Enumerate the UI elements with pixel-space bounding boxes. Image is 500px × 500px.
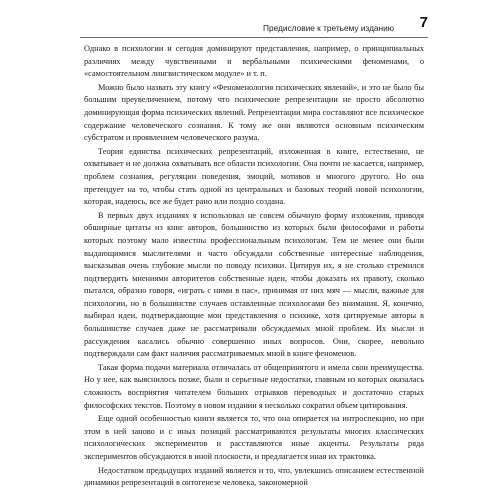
- header-rule: [80, 37, 428, 38]
- running-title: Предисловие к третьему изданию: [263, 23, 394, 33]
- paragraph: Можно было назвать эту книгу «Феноменология психических явлений», и это не было бы большим преувеличением, потому что психические репрезентации не просто абсолютно доминирующая форма психических явлений. Репрезентации мира составляют все психическое содержание человеческого сознания. К тому же они являются основным психическим субстратом и проявлением человеческого разума.: [84, 82, 424, 143]
- paragraph: В первых двух изданиях я использовал не совсем обычную форму изложения, приводя обширные цитаты из книг авторов, большинство из которых были философами и работы которых поэтому мало известны профессиональным психологам. Тем не менее они были выдающимися мыслителями и часто обсуждали собственные интересные наблюдения, высказывая очень глубокие мысли по поводу психики. Цитируя их, я не столько стремился подтвердить мнениями авторитетов собственные идеи, чтобы доказать их правоту, сколько пытался, образно говоря, «играть с ними в пас», принимая от них мяч — мысли, важные для психологии, но в большинстве случаев оставленные психологами без внимания. Я, конечно, выбирал идеи, подтверждающие мои представления о психике, хотя цитируемые авторы в большинстве случаев даже не рассматривали обсуждаемых мной проблем. Их мысли и рассуждения касались обычно совершенно иных вопросов. Они, скорее, невольно подтверждали сам факт наличия рассматриваемых мной в книге феноменов.: [84, 210, 424, 359]
- body-text: [84, 43, 424, 491]
- paragraph: Однако в психологии и сегодня доминируют представления, например, о принципиальных различиях между чувственными и вербальными психическими феноменами, о «самостоятельном лингвистическом модуле» и т. п.: [84, 44, 424, 79]
- paragraph: Еще одной особенностью книги является то, что она опирается на интроспекцию, но при этом в ней заново и с иных позиций рассматриваются результаты многих классических психологических экспериментов и расставляются иные акценты. Результаты ряда экспериментов обсуждаются в иной плоскости, и предлагается иная их трактовка.: [84, 414, 424, 461]
- paragraph: Теория единства психических репрезентаций, изложенная в книге, естественно, не охватывает и не должна охватывать все области психологии. Она почти не касается, например, проблем сознания, регуляции поведения, эмоций, мотивов и многого другого. Но она претендует на то, чтобы стать одной из центральных и базовых теорий новой психологии, которая, надеюсь, все же будет рано или поздно создана.: [84, 146, 424, 207]
- page-number: 7: [419, 14, 428, 31]
- paragraph: Такая форма подачи материала отличалась от общепринятого и имела свои преимущества. Но у нее, как выяснилось позже, были и серьезные недостатки, главным из которых оказалась сложность восприятия читателем больших отрывков переводных и достаточно старых философских текстов. Поэтому в новом издании я несколько сократил объем цитирования.: [84, 362, 424, 410]
- running-head: [80, 18, 394, 38]
- paragraph: Недостатком предыдущих изданий является и то, что, увлекшись описанием естественной динамики репрезентаций в онтогенезе человека, закономерной: [84, 465, 424, 488]
